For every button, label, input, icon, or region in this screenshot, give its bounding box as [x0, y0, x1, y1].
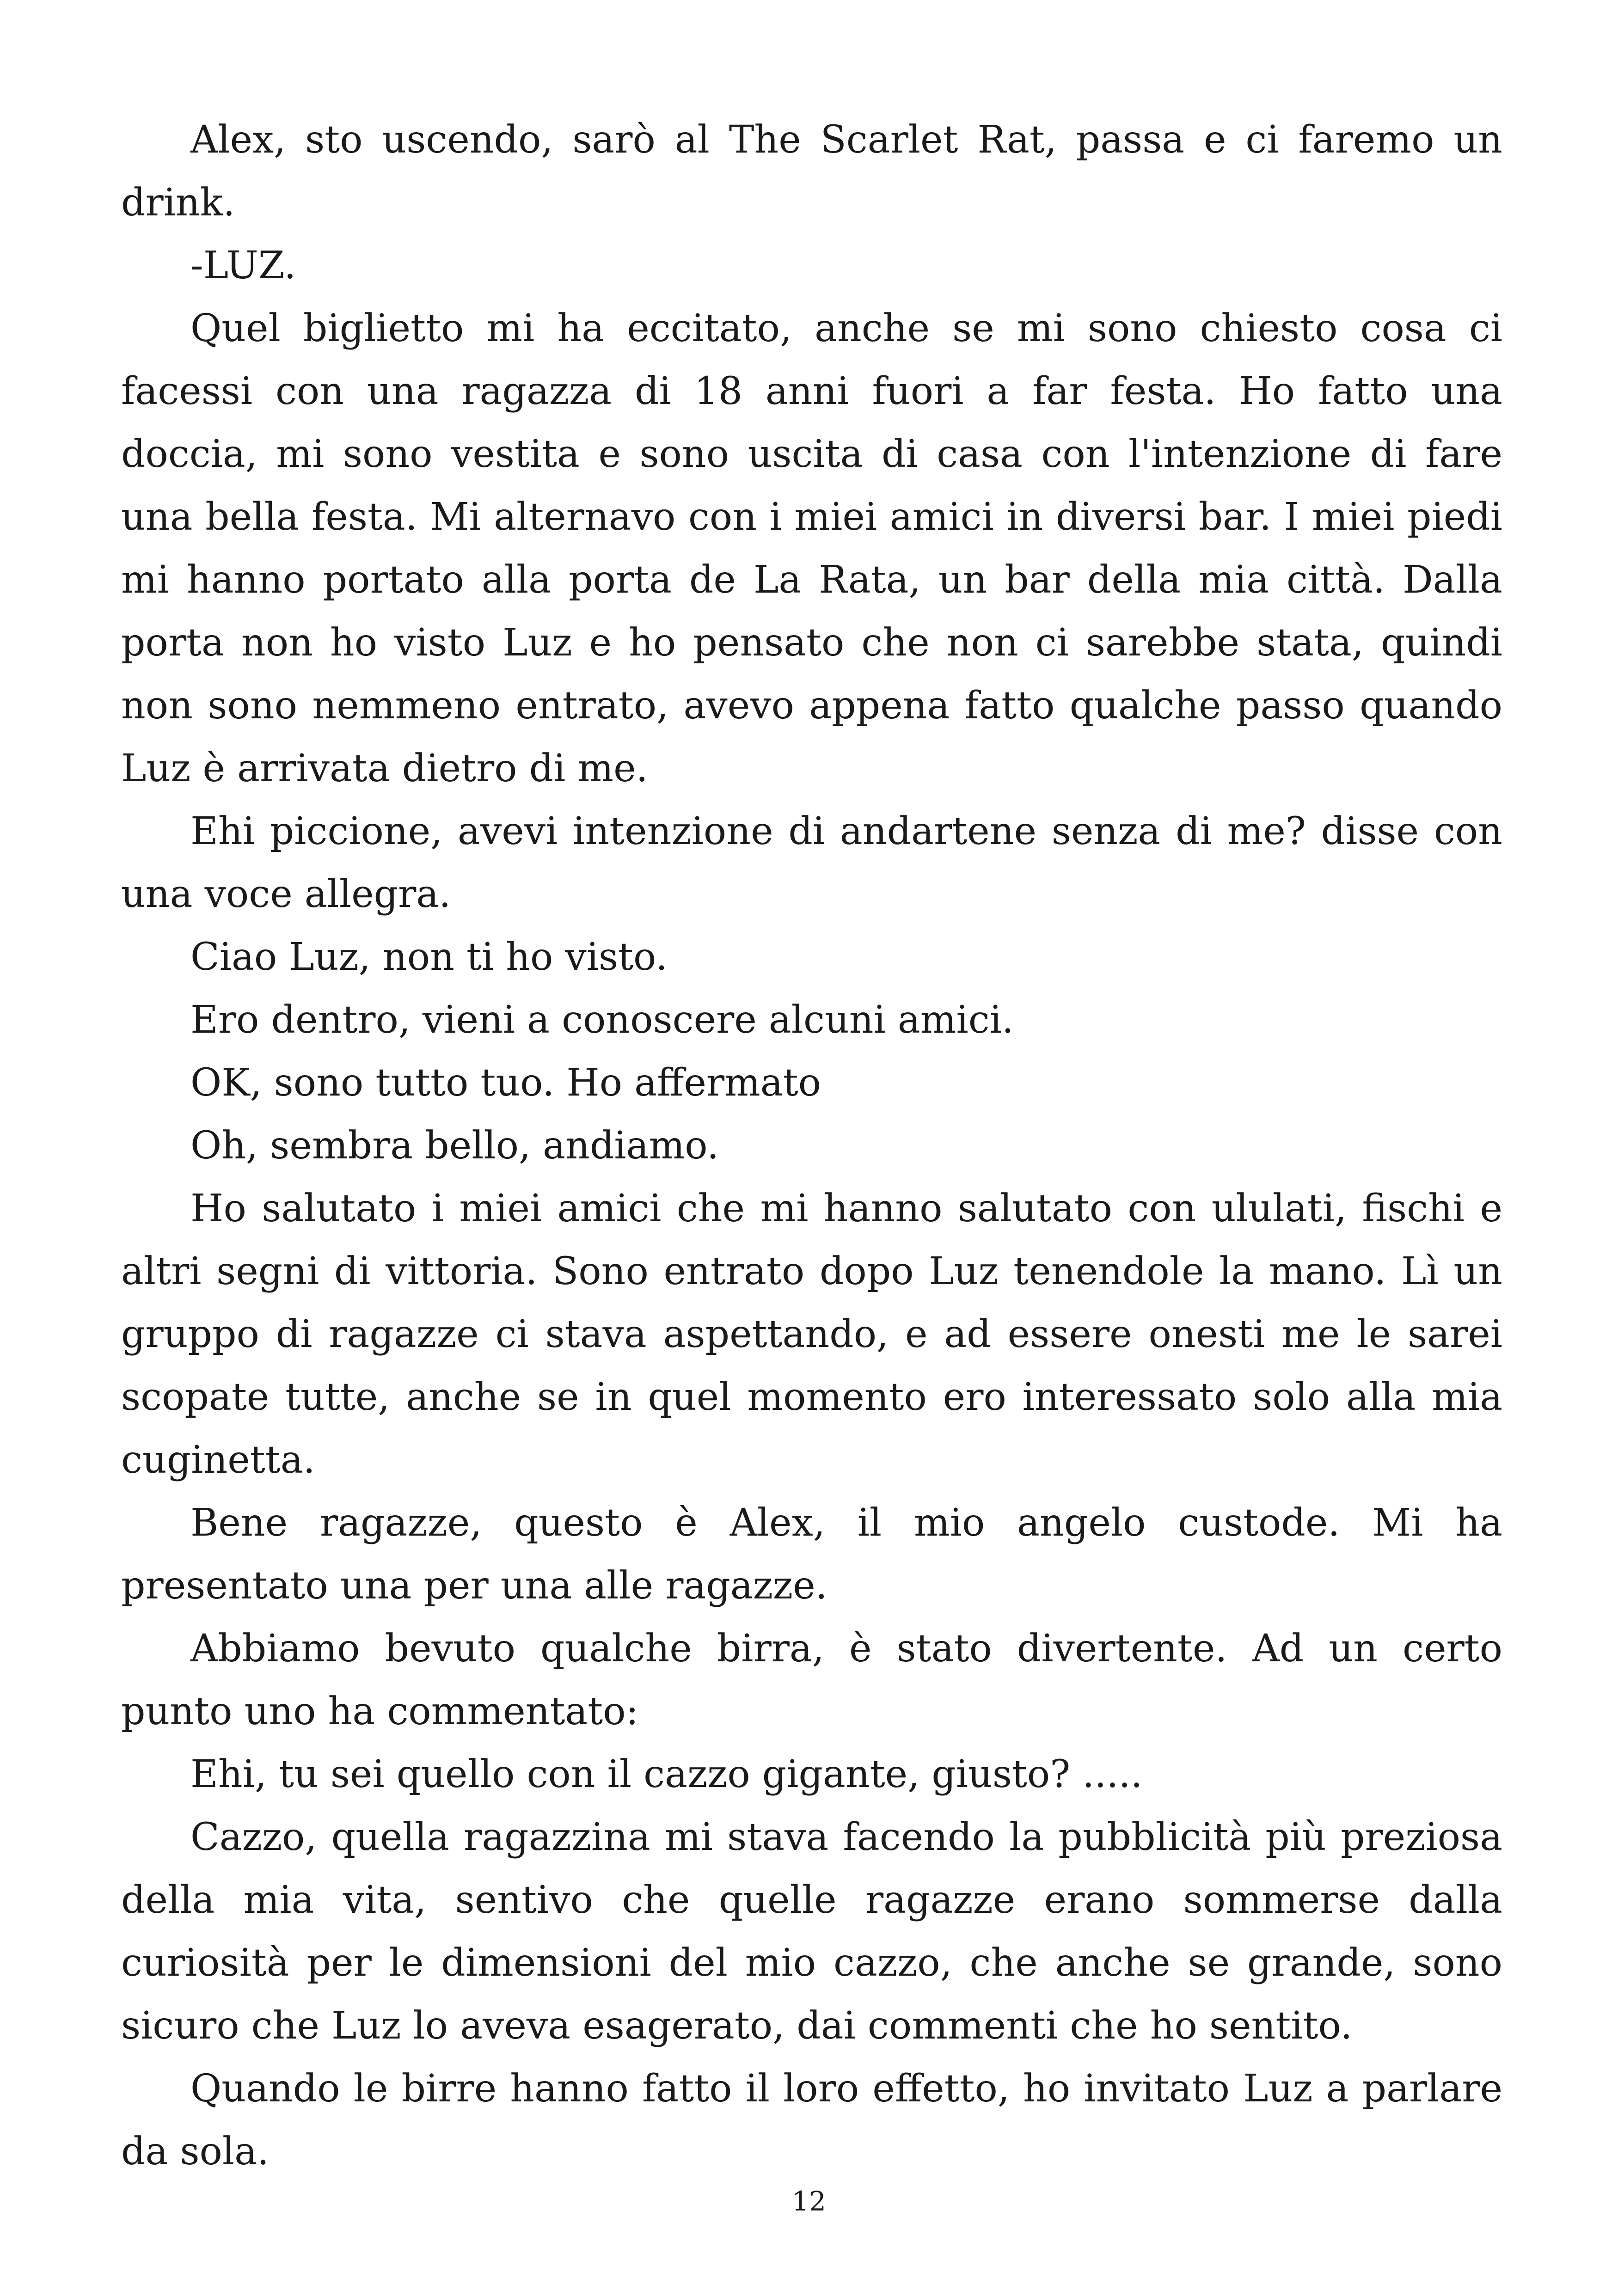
- paragraph: Ho salutato i miei amici che mi hanno salutato con ululati, fischi e altri segni di vittoria. Sono entrato dopo Luz tenendole la mano. Lì un gruppo di ragazze ci stava aspettando, e ad essere onesti me le sarei scopate tutte, anche se in quel momento ero interessato solo alla mia cuginetta.: [121, 1187, 1502, 1482]
- paragraph: Quel biglietto mi ha eccitato, anche se mi sono chiesto cosa ci facessi con una ragazza di 18 anni fuori a far festa. Ho fatto una doccia, mi sono vestita e sono uscita di casa con l'intenzione di fare una bella festa. Mi alternavo con i miei amici in diversi bar. I miei piedi mi hanno portato alla porta de La Rata, un bar della mia città. Dalla porta non ho visto Luz e ho pensato che non ci sarebbe stata, quindi non sono nemmeno entrato, avevo appena fatto qualche passo quando Luz è arrivata dietro di me.: [121, 306, 1502, 790]
- paragraph: -LUZ.: [190, 244, 296, 288]
- paragraph: Abbiamo bevuto qualche birra, è stato divertente. Ad un certo punto uno ha commentato:: [121, 1627, 1502, 1733]
- page-number: 12: [792, 2186, 826, 2217]
- paragraph: Alex, sto uscendo, sarò al The Scarlet Rat, passa e ci faremo un drink.: [121, 118, 1502, 225]
- paragraph: Ehi piccione, avevi intenzione di andartene senza di me? disse con una voce allegra.: [121, 809, 1502, 916]
- text-body: [121, 109, 1502, 2183]
- paragraph: Quando le birre hanno fatto il loro effetto, ho invitato Luz a parlare da sola.: [121, 2067, 1502, 2174]
- paragraph: Oh, sembra bello, andiamo.: [190, 1124, 719, 1168]
- paragraph: Ciao Luz, non ti ho visto.: [190, 935, 668, 979]
- paragraph: OK, sono tutto tuo. Ho affermato: [190, 1061, 821, 1105]
- paragraph: Ehi, tu sei quello con il cazzo gigante, giusto? .....: [190, 1752, 1143, 1796]
- paragraph: Cazzo, quella ragazzina mi stava facendo la pubblicità più preziosa della mia vita, sentivo che quelle ragazze erano sommerse dalla curiosità per le dimensioni del mio cazzo, che anche se grande, sono sicuro che Luz lo aveva esagerato, dai commenti che ho sentito.: [121, 1815, 1502, 2048]
- paragraph: Bene ragazze, questo è Alex, il mio angelo custode. Mi ha presentato una per una alle ragazze.: [121, 1501, 1502, 1608]
- paragraph: Ero dentro, vieni a conoscere alcuni amici.: [190, 998, 1014, 1042]
